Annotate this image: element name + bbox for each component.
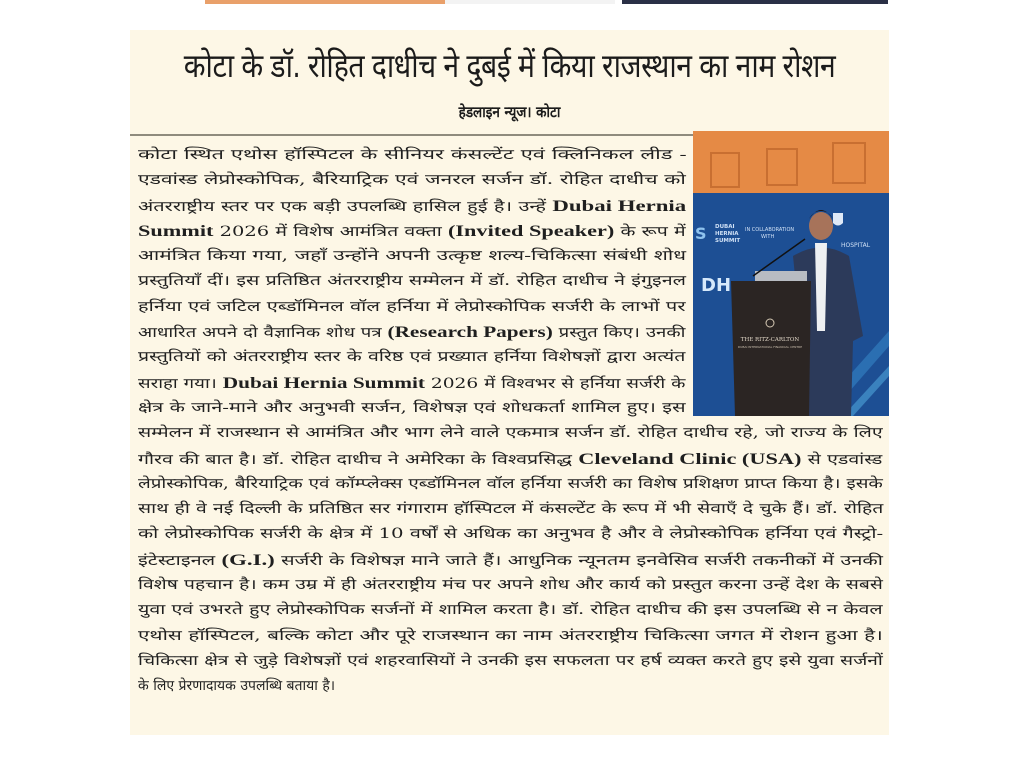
- article-line-text: [138, 269, 686, 294]
- text-run: को लेप्रोस्कोपिक सर्जरी के क्षेत्र में 10 वर्षों से अधिक का अनुभव है और वे लेप्रोस्कोपिक हर्निया एवं गैस्ट्रो-: [138, 526, 884, 543]
- article-line: [138, 497, 883, 522]
- article-line-text: [138, 143, 687, 168]
- text-run: से एडवांस्ड: [801, 451, 883, 468]
- backdrop-collab-text: IN COLLABORATION: [745, 227, 795, 233]
- backdrop-logo-text: SUMMIT: [715, 238, 741, 244]
- article-line-text: [138, 396, 686, 421]
- text-run: प्रस्तुतियाँ दीं। इस प्रतिष्ठित अंतरराष्ट्रीय सम्मेलन में डॉ. रोहित दाधीच ने इंगुइनल: [138, 273, 686, 290]
- bold-phrase: (Research Papers): [387, 324, 553, 342]
- article-line-text: [138, 345, 685, 370]
- text-run: लेप्रोस्कोपिक, बैरियाट्रिक एवं कॉम्प्लेक्स एब्डॉमिनल वॉल हर्निया सर्जरी का विशेष प्रशिक्षण प्राप्त किया है। इसके: [138, 475, 883, 492]
- article-line: [138, 598, 883, 623]
- article-line-text: [138, 598, 883, 623]
- text-run: आमंत्रित किया गया, जहाँ उन्होंने अपनी उत्कृष्ट शल्य-चिकित्सा संबंधी शोध: [138, 248, 687, 265]
- text-run: साथ ही वे नई दिल्ली के प्रतिष्ठित सर गंगाराम हॉस्पिटल में कंसल्टेंट के रूप में भी सेवाएँ दे चुके हैं। डॉ. रोहित: [138, 501, 884, 518]
- article-line: [138, 573, 883, 598]
- article-line: [138, 624, 883, 649]
- article-line-text: [138, 447, 882, 473]
- backdrop-s-logo: S: [695, 224, 707, 243]
- bold-phrase: Dubai Hernia: [552, 197, 687, 215]
- article-line-text: [138, 649, 883, 674]
- article-line-text: [138, 219, 686, 245]
- text-run: हर्निया एवं जटिल एब्डॉमिनल वॉल हर्निया में लेप्रोस्कोपिक सर्जरी के लाभों पर: [138, 298, 686, 315]
- article-line: [138, 472, 883, 497]
- text-run: गौरव की बात है। डॉ. रोहित दाधीच ने अमेरिका के विश्वप्रसिद्ध: [138, 451, 579, 468]
- backdrop-hospital-text: HOSPITAL: [841, 242, 871, 249]
- text-run: के रूप में: [614, 223, 686, 240]
- article-body: [138, 143, 883, 700]
- article-line: [138, 168, 686, 193]
- article-line-text: [138, 244, 686, 269]
- article-line: [138, 194, 686, 219]
- text-run: सर्जरी के विशेषज्ञ माने जाते हैं। आधुनिक न्यूनतम इनवेसिव सर्जरी तकनीकों में उनकी: [274, 552, 883, 569]
- article-line-text: [138, 522, 883, 547]
- text-run: चिकित्सा क्षेत्र से जुड़े विशेषज्ञों एवं शहरवासियों ने उनकी इस सफलता पर हर्ष व्यक्त करते हुए इसे युवा सर्जनों: [138, 652, 883, 669]
- text-run: इंटेस्टाइनल: [138, 552, 222, 569]
- podium-location-text: DUBAI INTERNATIONAL FINANCIAL CENTRE: [737, 345, 803, 349]
- bold-phrase: (G.I.): [221, 551, 275, 569]
- article-line: [138, 421, 883, 446]
- text-run: क्षेत्र के जाने-माने और अनुभवी सर्जन, विशेषज्ञ एवं शोधकर्ता शामिल हुए। इस: [138, 399, 686, 416]
- article-line: [138, 295, 686, 320]
- text-run: एडवांस्ड लेप्रोस्कोपिक, बैरियाट्रिक एवं जनरल सर्जन डॉ. रोहित दाधीच को: [138, 172, 686, 189]
- article-line: [138, 371, 686, 396]
- backdrop-collab-text: WITH: [761, 234, 775, 240]
- top-clipping-image-edge-left: [205, 0, 445, 4]
- text-run: अंतरराष्ट्रीय स्तर पर एक बड़ी उपलब्धि हासिल हुई है। उन्हें: [138, 198, 553, 215]
- text-run: के लिए प्रेरणादायक उपलब्धि बताया है।: [138, 678, 336, 695]
- bold-phrase: (Invited Speaker): [447, 222, 615, 240]
- article-line: [138, 649, 883, 674]
- text-run: विशेष पहचान है। कम उम्र में ही अंतरराष्ट्रीय मंच पर अपने शोध और कार्य को प्रस्तुत करना उन्हें देश के सबसे: [138, 577, 883, 594]
- bold-phrase: Dubai Hernia Summit: [222, 374, 425, 392]
- article-line-text: [138, 674, 335, 699]
- top-clipping-image-edge-middle: [445, 0, 615, 4]
- article-line: [138, 320, 686, 345]
- article-line-text: [138, 421, 883, 446]
- text-run: एथोस हॉस्पिटल, बल्कि कोटा और पूरे राजस्थान का नाम अंतरराष्ट्रीय चिकित्सा जगत में रोशन हुआ है।: [138, 627, 883, 644]
- text-run: 2026 में विश्वभर से हर्निया सर्जरी के: [424, 375, 686, 392]
- article-line: [138, 219, 686, 244]
- text-run: 2026 में विशेष आमंत्रित वक्ता: [213, 223, 448, 240]
- article-line-text: [138, 472, 883, 497]
- article-line-text: [138, 573, 883, 598]
- backdrop-logo-text: DUBAI: [715, 224, 735, 230]
- article-line: [138, 345, 686, 370]
- text-run: प्रस्तुत किए। उनकी: [552, 325, 686, 342]
- article-line: [138, 447, 883, 472]
- article-line: [138, 548, 883, 573]
- text-run: सम्मेलन में राजस्थान से आमंत्रित और भाग लेने वाले एकमात्र सर्जन डॉ. रोहित दाधीच रहे, जो राज्य के लिए: [138, 425, 883, 442]
- top-clipping-image-edge-right: [622, 0, 888, 4]
- article-line-text: [138, 371, 685, 397]
- article-line: [138, 396, 686, 421]
- article-line-text: [138, 320, 685, 346]
- backdrop-logo-text: HERNIA: [715, 231, 739, 237]
- article-line-text: [138, 194, 686, 220]
- article-line: [138, 269, 686, 294]
- article-line: [138, 674, 883, 699]
- bold-phrase: Summit: [138, 222, 214, 240]
- text-run: कोटा स्थित एथोस हॉस्पिटल के सीनियर कंसल्टेंट एवं क्लिनिकल लीड -: [138, 147, 687, 163]
- text-run: आधारित अपने दो वैज्ञानिक शोध पत्र: [138, 325, 388, 342]
- article-line-text: [138, 295, 686, 320]
- article-line: [138, 143, 686, 168]
- byline: हेडलाइन न्यूज। कोटा: [458, 103, 561, 121]
- news-clipping: [130, 30, 889, 735]
- podium-brand-text: THE RITZ-CARLTON: [740, 337, 800, 343]
- backdrop-dh-text: DH: [701, 275, 732, 296]
- article-line-text: [138, 497, 883, 522]
- text-run: प्रस्तुतियों को अंतरराष्ट्रीय स्तर के वरिष्ठ एवं प्रख्यात हर्निया विशेषज्ञों द्वारा अत्यंत: [138, 349, 686, 366]
- divider-rule: [130, 134, 693, 136]
- article-line-text: [138, 624, 883, 649]
- headline: कोटा के डॉ. रोहित दाधीच ने दुबई में किया राजस्थान का नाम रोशन: [183, 46, 836, 85]
- article-line: [138, 244, 686, 269]
- text-run: सराहा गया।: [138, 375, 223, 392]
- text-run: युवा एवं उभरते हुए लेप्रोस्कोपिक सर्जनों में शामिल करता है। डॉ. रोहित दाधीच की इस उपलब्धि से न केवल: [138, 602, 883, 619]
- article-line-text: [138, 548, 883, 574]
- article-line-text: [138, 168, 686, 193]
- bold-phrase: Cleveland Clinic (USA): [578, 450, 802, 468]
- article-line: [138, 522, 883, 547]
